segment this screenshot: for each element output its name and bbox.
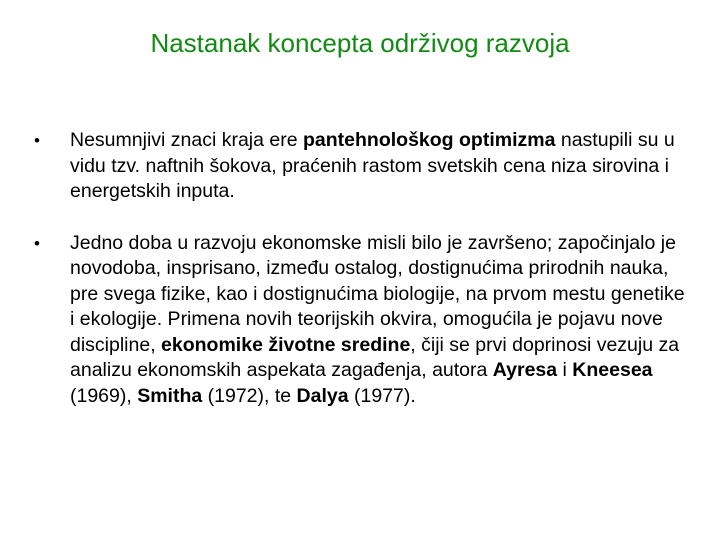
bullet-text-segment: Jedno doba u razvoju ekonomske misli bilo je završeno; započinjalo je novodoba, insprisano, između ostalog, dostignućima prirodnih nauka, pre svega fizike, kao i dostignućima biologije, na prvom mestu genetike i ekologije. Primena novih teorijskih okvira, omogućila je pojavu nove discipline, [70, 231, 685, 356]
bullet-text-segment-bold: ekonomike životne sredine [161, 333, 411, 356]
slide-title: Nastanak koncepta održivog razvoja [150, 28, 570, 58]
bullet-text-segment: Nesumnjivi znaci kraja ere [70, 129, 304, 151]
bullet-list [30, 128, 690, 435]
bullet-text [70, 129, 675, 202]
bullet-text-segment: (1972), te [202, 384, 297, 407]
author-name: Dalya [296, 384, 349, 407]
bullet-dot-icon: • [34, 131, 40, 150]
author-name: Smitha [137, 384, 203, 407]
bullet-text-segment: (1977). [348, 384, 416, 407]
author-name: Kneesea [572, 359, 653, 381]
bullet-dot-icon: • [34, 233, 40, 253]
author-name: Ayresa [492, 359, 558, 381]
bullet-text-segment-bold: pantehnološkog optimizma [303, 129, 556, 151]
bullet-item [30, 128, 690, 205]
bullet-text-segment: (1969), [70, 384, 138, 407]
bullet-text [70, 232, 685, 407]
bullet-text-segment: nastupili su u vidu tzv. naftnih šokova, praćenih rastom svetskih cena niza sirovina i energetskih inputa. [70, 129, 675, 202]
bullet-text-segment: i [557, 359, 573, 381]
bullet-text-segment: , čiji se prvi doprinosi vezuju za analizu ekonomskih aspekata zagađenja, autora [70, 333, 680, 381]
bullet-item [30, 231, 690, 410]
